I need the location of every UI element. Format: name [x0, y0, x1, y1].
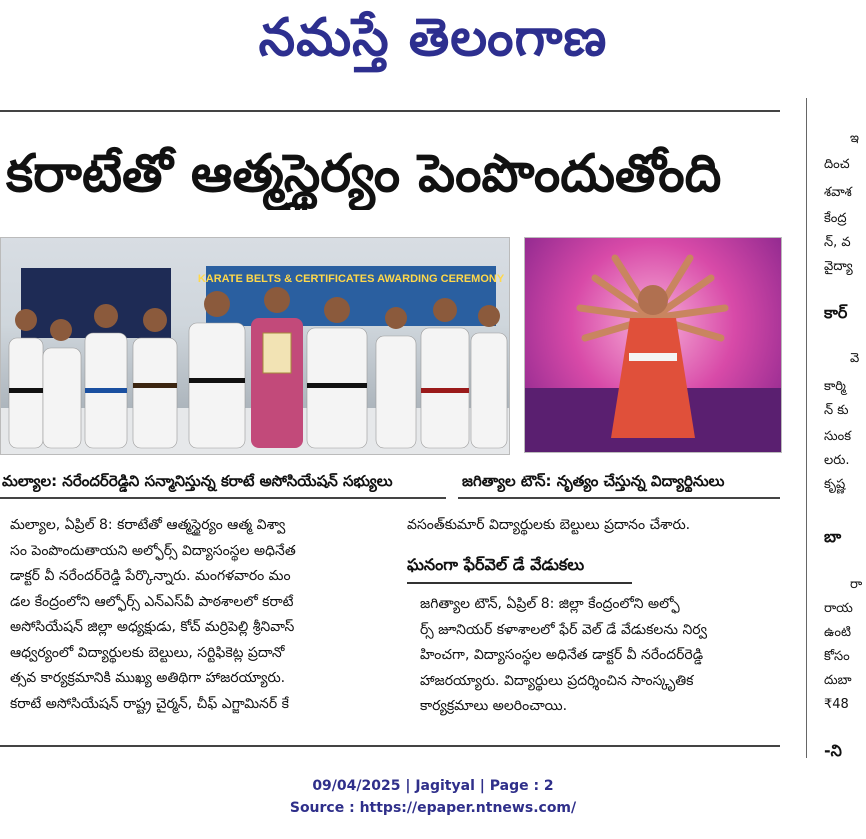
body-line: హించగా, విద్యాసంస్థల అధినేత డాక్టర్ వీ నరేందర్‌రెడ్డి: [420, 647, 704, 663]
adjacent-column-line: కార్: [824, 303, 848, 322]
photo-caption-dance: జగిత్యాల టౌన్: నృత్యం చేస్తున్న విద్యార్థినులు: [462, 472, 725, 490]
body-line: వసంత్‌కుమార్ విద్యార్థులకు బెల్టులు ప్రదానం చేశారు.: [407, 517, 691, 533]
article-bottom-rule: [0, 745, 780, 747]
body-line: త్సవ కార్యక్రమానికి ముఖ్య అతిథిగా హాజరయ్యారు.: [10, 670, 286, 686]
sub-article-headline: ఘనంగా ఫేర్‌వెల్ డే వేడుకలు: [407, 555, 585, 574]
sub-article-rule: [407, 582, 632, 584]
article-headline: కరాటేతో ఆత్మస్థైర్యం పెంపొందుతోంది: [6, 144, 722, 204]
adjacent-column-line: సుంక: [824, 429, 852, 444]
body-line: అసోసియేషన్ జిల్లా అధ్యక్షుడు, కోచ్ మర్రిపెల్లి శ్రీనివాస్: [10, 619, 295, 635]
adjacent-column-line: న్ కు: [824, 403, 849, 418]
body-line: డల కేంద్రంలోని ఆల్ఫోర్స్ ఎన్ఎస్‌వీ పాఠశాలలో కరాటే: [10, 593, 294, 610]
adjacent-column-fragment: [810, 100, 866, 760]
adjacent-column-line: శవాశ: [824, 185, 852, 200]
adjacent-column-line: రా: [850, 577, 863, 592]
body-line: ర్స్ జూనియర్ కళాశాలలో ఫేర్ వెల్ డే వేడుకలను నిర్వ: [420, 621, 708, 638]
body-line: కార్యక్రమాలు అలరించాయి.: [420, 698, 568, 714]
adjacent-column-line: ఉంటి: [824, 625, 852, 640]
body-line: సం పెంపొందుతాయని అల్ఫోర్స్ విద్యాసంస్థల అధినేత: [10, 542, 296, 559]
adjacent-column-line: బా: [824, 527, 842, 546]
adjacent-column-line: కృష్ణ: [824, 477, 846, 492]
dance-photo-illustration: [525, 238, 781, 452]
footer-source-link[interactable]: Source : https://epaper.ntnews.com/: [289, 800, 577, 816]
caption-rule-left: [0, 497, 446, 499]
sub-article-body: [420, 592, 780, 720]
adjacent-column-line: లరు.: [824, 453, 850, 468]
newspaper-masthead: నమస్తే తెలంగాణ: [258, 8, 608, 68]
body-line: డాక్టర్ వీ నరేందర్‌రెడ్డి పేర్కొన్నారు. మంగళవారం మం: [10, 568, 291, 584]
page-footer: [0, 775, 866, 819]
article-top-rule: [0, 110, 780, 112]
karate-photo-illustration: [1, 238, 509, 454]
adjacent-column-line: రాయ: [824, 601, 853, 616]
footer-date-edition: 09/04/2025 | Jagityal | Page : 2: [312, 778, 554, 794]
adjacent-column-line: దుబా: [824, 673, 852, 688]
adjacent-column-line: ఇ: [850, 131, 859, 146]
banner-text: KARATE BELTS & CERTIFICATES AWARDING CEREMONY: [197, 273, 505, 285]
adjacent-column-line: కార్మి: [824, 379, 846, 394]
article-body: [10, 513, 382, 717]
body-line: జగిత్యాల టౌన్, ఏప్రిల్ 8: జిల్లా కేంద్రంలోని అల్ఫో: [420, 596, 680, 612]
adjacent-column-line: వైద్యా: [824, 259, 853, 274]
body-line: హాజరయ్యారు. విద్యార్థులు ప్రదర్శించిన సాంస్కృతిక: [420, 672, 694, 689]
adjacent-column-line: దించ: [824, 157, 850, 172]
dance-performance-photo: [524, 237, 782, 453]
adjacent-column-line: కేంద్ర: [824, 211, 847, 226]
article-body-continued: [407, 513, 781, 539]
body-line: కరాటే అసోసియేషన్ రాష్ట్ర చైర్మన్, చీఫ్ ఎగ్జామినర్ కే: [10, 695, 289, 712]
body-line: మల్యాల, ఏప్రిల్ 8: కరాటేతో ఆత్మస్థైర్యం ఆత్మ విశ్వా: [10, 517, 286, 533]
photo-caption-karate: మల్యాల: నరేందర్‌రెడ్డిని సన్మానిస్తున్న కరాటే అసోసియేషన్ సభ్యులు: [2, 472, 393, 490]
karate-ceremony-photo: [0, 237, 510, 455]
adjacent-column-line: న్, వ: [824, 235, 851, 250]
column-divider: [806, 98, 807, 758]
caption-rule-right: [458, 497, 780, 499]
adjacent-column-line: ₹48: [824, 697, 849, 712]
adjacent-column-line: వె: [850, 351, 860, 366]
adjacent-column-line: -ని: [824, 741, 842, 760]
body-line: ఆధ్వర్యంలో విద్యార్థులకు బెల్టులు, సర్టిఫికెట్ల ప్రదానో: [10, 644, 285, 661]
adjacent-column-line: కోసం: [824, 649, 850, 664]
